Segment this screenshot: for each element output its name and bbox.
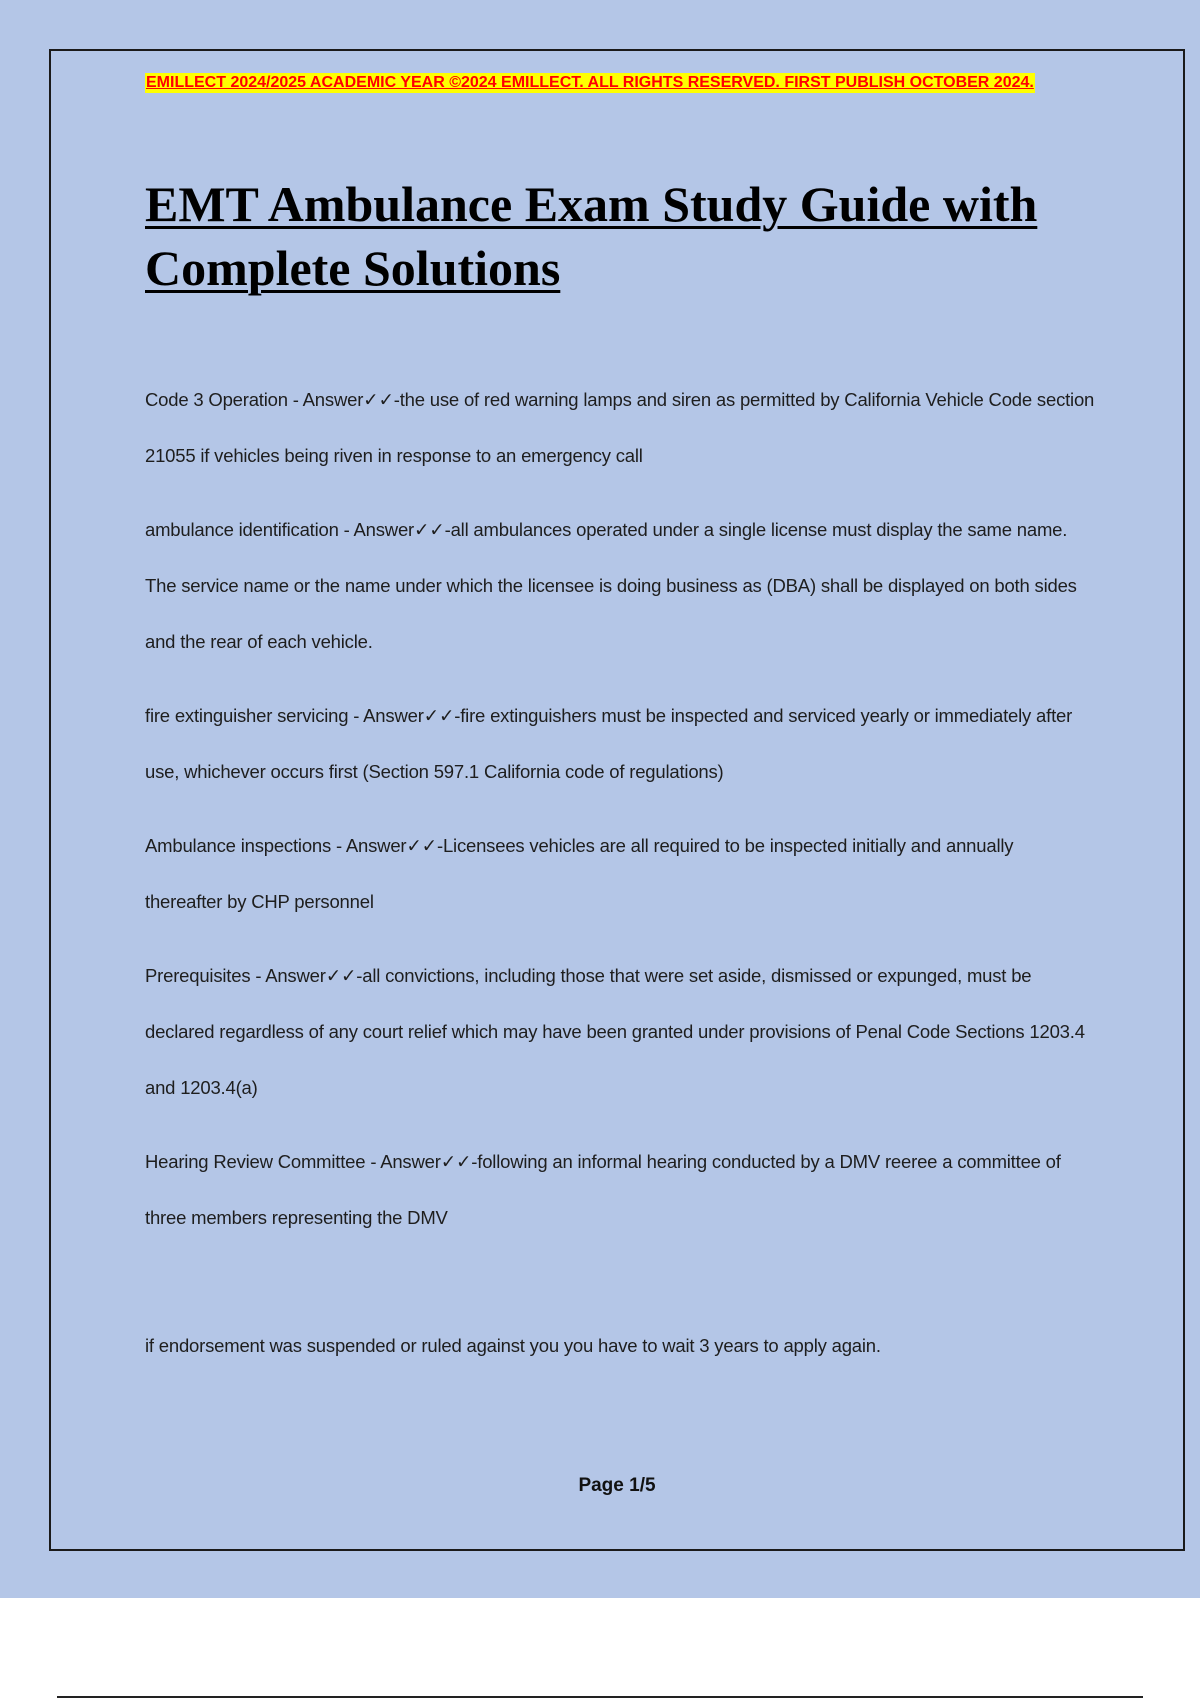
answer-marker: Answer✓✓ bbox=[302, 389, 394, 410]
qa-item: Ambulance inspections - Answer✓✓-Licensees vehicles are all required to be inspected initially and annually thereafter by CHP personnel bbox=[145, 835, 1014, 912]
answer-marker: Answer✓✓ bbox=[345, 835, 437, 856]
qa-definition: fire extinguishers must be inspected and serviced yearly or immediately after use, whichever occurs first (Section 597.1 California code of regulations) bbox=[145, 705, 1073, 782]
answer-marker: Answer✓✓ bbox=[380, 1151, 472, 1172]
qa-item: ambulance identification - Answer✓✓-all ambulances operated under a single license must display the same name. The service name or the name under which the licensee is doing business as (DBA) shall be displayed on both sides and the rear of each vehicle. bbox=[145, 519, 1077, 652]
qa-term: Ambulance inspections bbox=[145, 835, 332, 856]
answer-marker: Answer✓✓ bbox=[265, 965, 357, 986]
page-number: Page 1/5 bbox=[578, 1475, 656, 1496]
copyright-header: EMILLECT 2024/2025 ACADEMIC YEAR ©2024 EMILLECT. ALL RIGHTS RESERVED. FIRST PUBLISH OCTOBER 2024. bbox=[146, 74, 1034, 91]
qa-term: Code 3 Operation bbox=[145, 389, 288, 410]
qa-term: fire extinguisher servicing bbox=[145, 705, 349, 726]
document-title: EMT Ambulance Exam Study Guide with Complete Solutions bbox=[145, 176, 1038, 296]
qa-item: Hearing Review Committee - Answer✓✓-following an informal hearing conducted by a DMV reeree a committee of three members representing the DMV bbox=[145, 1151, 1061, 1228]
qa-definition: following an informal hearing conducted by a DMV reeree a committee of three members representing the DMV bbox=[145, 1151, 1061, 1228]
qa-definition: Licensees vehicles are all required to be inspected initially and annually thereafter by CHP personnel bbox=[145, 835, 1014, 912]
answer-marker: Answer✓✓ bbox=[353, 519, 445, 540]
qa-definition: the use of red warning lamps and siren as permitted by California Vehicle Code section 21055 if vehicles being riven in response to an emergency call bbox=[145, 389, 1095, 466]
extra-note: if endorsement was suspended or ruled against you you have to wait 3 years to apply again. bbox=[145, 1335, 881, 1356]
answer-marker: Answer✓✓ bbox=[363, 705, 455, 726]
qa-term: Prerequisites bbox=[145, 965, 251, 986]
qa-item: fire extinguisher servicing - Answer✓✓-fire extinguishers must be inspected and serviced yearly or immediately after use, whichever occurs first (Section 597.1 California code of regulations) bbox=[145, 705, 1073, 782]
qa-term: ambulance identification bbox=[145, 519, 339, 540]
qa-definition: all ambulances operated under a single license must display the same name. The service name or the name under which the licensee is doing business as (DBA) shall be displayed on both sides and the rear of each vehicle. bbox=[145, 519, 1077, 652]
qa-term: Hearing Review Committee bbox=[145, 1151, 366, 1172]
qa-item: Prerequisites - Answer✓✓-all convictions, including those that were set aside, dismissed or expunged, must be declared regardless of any court relief which may have been granted under provisions of Penal Code Sections 1203.4 and 1203.4(a) bbox=[145, 965, 1085, 1098]
qa-item: Code 3 Operation - Answer✓✓-the use of red warning lamps and siren as permitted by California Vehicle Code section 21055 if vehicles being riven in response to an emergency call bbox=[145, 389, 1095, 466]
qa-definition: all convictions, including those that were set aside, dismissed or expunged, must be declared regardless of any court relief which may have been granted under provisions of Penal Code Sections 1203.4 and 1203.4(a) bbox=[145, 965, 1085, 1098]
qa-list bbox=[145, 372, 1095, 1264]
bottom-divider bbox=[57, 1696, 1143, 1698]
